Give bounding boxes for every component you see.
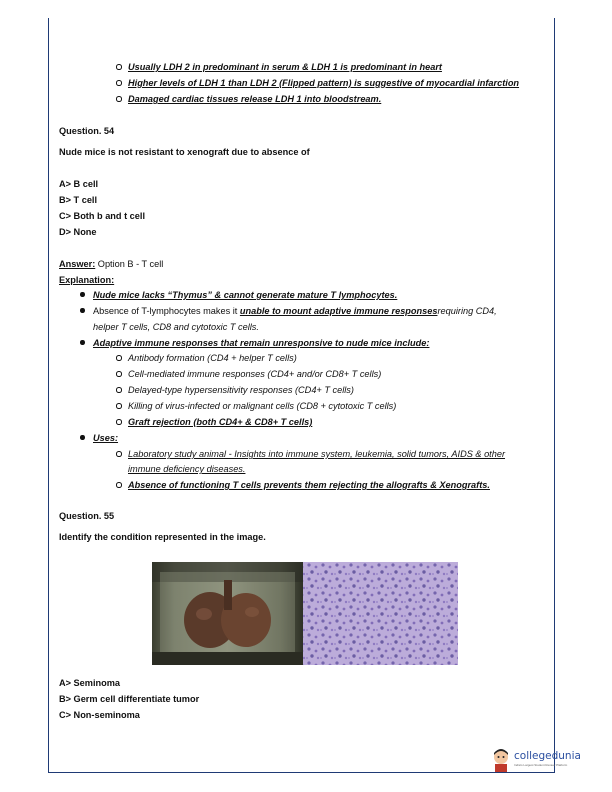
question-55-label: Question. 55 [59, 511, 115, 521]
uses-label: Uses: [93, 433, 119, 443]
question-55-text: Identify the condition represented in the image. [59, 532, 266, 542]
specimen-and-histology-figure [152, 562, 458, 665]
bullet-icon [80, 340, 85, 345]
circle-bullet-icon [116, 96, 122, 102]
answer-value: Option B - T cell [95, 259, 164, 269]
circle-bullet-icon [116, 355, 122, 361]
explanation-label: Explanation: [59, 275, 115, 285]
logo-tagline: India's Largest Student Review Platform [514, 763, 568, 767]
bullet-2-prefix: Absence of T-lymphocytes makes it [93, 306, 240, 316]
logo-text: collegedunia [514, 750, 581, 762]
explanation-bullet-3: Adaptive immune responses that remain unresponsive to nude mice include: [93, 338, 430, 348]
circle-bullet-icon [116, 419, 122, 425]
bullet-icon [80, 292, 85, 297]
sub-item: Delayed-type hypersensitivity responses (CD4+ T cells) [128, 385, 354, 395]
circle-bullet-icon [116, 80, 122, 86]
explanation-bullet-2-cont: helper T cells, CD8 and cytotoxic T cells. [93, 322, 259, 332]
uses-item-1-cont: immune deficiency diseases. [128, 464, 246, 474]
bullet-2-underlined: unable to mount adaptive immune responses [239, 306, 438, 316]
ldh-bullet: Usually LDH 2 in predominant in serum & LDH 1 is predominant in heart [128, 62, 442, 72]
sub-item: Antibody formation (CD4 + helper T cells) [128, 353, 297, 363]
collegedunia-logo [490, 748, 582, 774]
sub-item-graft-rejection: Graft rejection (both CD4+ & CD8+ T cells) [128, 417, 313, 427]
circle-bullet-icon [116, 482, 122, 488]
bullet-icon [80, 308, 85, 313]
q55-option-c: C> Non-seminoma [59, 710, 140, 720]
bullet-2-suffix: requiring CD4, [437, 306, 497, 316]
sub-item: Cell-mediated immune responses (CD4+ and/or CD8+ T cells) [128, 369, 382, 379]
answer-line [59, 258, 163, 270]
bullet-icon [80, 435, 85, 440]
uses-item-1: Laboratory study animal - Insights into immune system, leukemia, solid tumors, AIDS & other [128, 449, 506, 459]
q54-option-d: D> None [59, 227, 97, 237]
q55-option-b: B> Germ cell differentiate tumor [59, 694, 200, 704]
circle-bullet-icon [116, 64, 122, 70]
circle-bullet-icon [116, 451, 122, 457]
explanation-bullet-1: Nude mice lacks “Thymus” & cannot generate mature T lymphocytes. [93, 290, 398, 300]
q55-option-a: A> Seminoma [59, 678, 121, 688]
mascot-icon [490, 748, 512, 772]
ldh-bullet: Damaged cardiac tissues release LDH 1 into bloodstream. [128, 94, 382, 104]
sub-item: Killing of virus-infected or malignant cells (CD8 + cytotoxic T cells) [128, 401, 397, 411]
q54-option-b: B> T cell [59, 195, 98, 205]
explanation-bullet-2 [93, 305, 497, 317]
pathology-image [152, 562, 458, 665]
circle-bullet-icon [116, 387, 122, 393]
circle-bullet-icon [116, 371, 122, 377]
ldh-bullet: Higher levels of LDH 1 than LDH 2 (Flipped pattern) is suggestive of myocardial infarction [128, 78, 520, 88]
circle-bullet-icon [116, 403, 122, 409]
answer-label: Answer: [59, 259, 96, 269]
question-54-text: Nude mice is not resistant to xenograft due to absence of [59, 147, 310, 157]
uses-item-2: Absence of functioning T cells prevents them rejecting the allografts & Xenografts. [128, 480, 490, 490]
question-54-label: Question. 54 [59, 126, 115, 136]
q54-option-a: A> B cell [59, 179, 99, 189]
q54-option-c: C> Both b and t cell [59, 211, 146, 221]
